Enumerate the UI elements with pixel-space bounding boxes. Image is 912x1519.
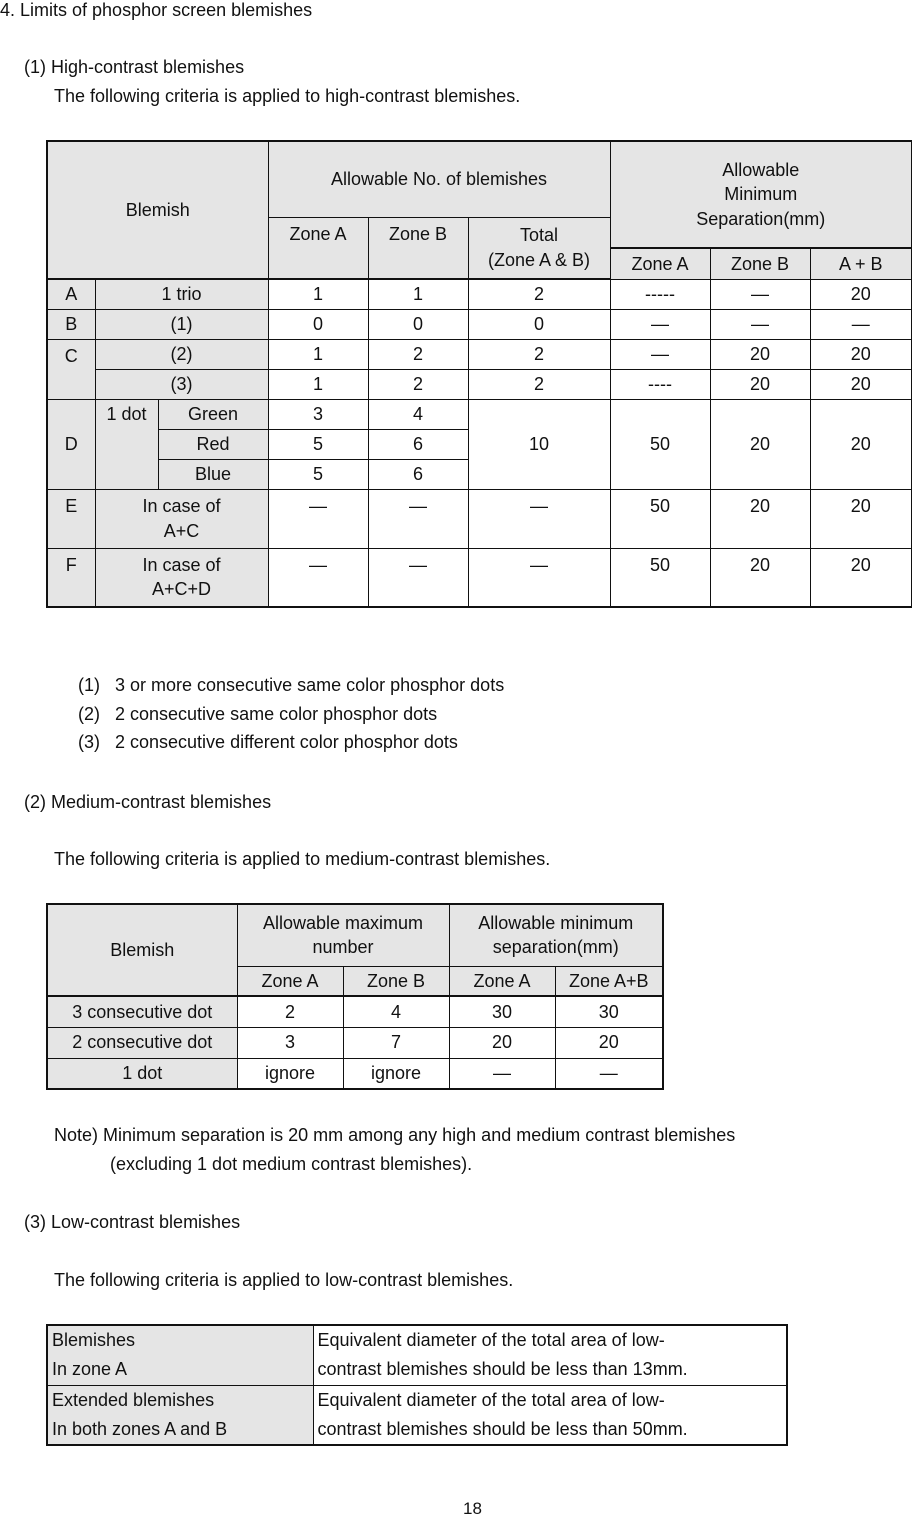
note-text: 2 consecutive different color phosphor dots — [115, 732, 458, 752]
table-row — [47, 489, 912, 548]
table-row — [47, 548, 912, 607]
cell-sep-zone-b: 20 — [710, 399, 810, 489]
row-letter: B — [47, 309, 95, 339]
cell-sep-zone-a: ---- — [610, 369, 710, 399]
header-sep-zone-b: Zone B — [710, 248, 810, 279]
cell-sep-zone-a: 50 — [610, 548, 710, 607]
note-number: (1) — [78, 675, 100, 695]
row-label: 2 consecutive dot — [47, 1027, 237, 1058]
row-desc: In case of A+C+D — [95, 548, 268, 607]
cell-sep-zone-a: 20 — [449, 1027, 555, 1058]
cell-zone-a: 2 — [237, 996, 343, 1027]
row-desc: (3) — [95, 369, 268, 399]
cell-sep-zone-b: — — [710, 309, 810, 339]
header-zone-a: Zone A — [268, 217, 368, 279]
table-row — [47, 1027, 663, 1058]
medium-note-line-2: (excluding 1 dot medium contrast blemishes). — [110, 1154, 473, 1174]
cell-sep-a-plus-b: — — [810, 309, 912, 339]
cell-sep-zone-a: 50 — [610, 489, 710, 548]
section-title: 4. Limits of phosphor screen blemishes — [0, 0, 313, 20]
header-allowable-min-separation: Allowable Minimum Separation(mm) — [610, 141, 912, 248]
row-letter: D — [47, 399, 95, 489]
header-zone-b: Zone B — [343, 966, 449, 996]
cell-zone-a: 1 — [268, 369, 368, 399]
cell-sep-a-plus-b: 20 — [810, 279, 912, 309]
cell-zone-b: — — [368, 489, 468, 548]
cell-sep-zone-a: ----- — [610, 279, 710, 309]
table-row — [47, 369, 912, 399]
cell-sep-zone-b: — — [710, 279, 810, 309]
row-desc: In case of A+C — [95, 489, 268, 548]
row-desc: 1 trio — [95, 279, 268, 309]
row-letter: F — [47, 548, 95, 607]
cell-sep-zone-a: 30 — [449, 996, 555, 1027]
row-desc: (1) — [95, 309, 268, 339]
cell-zone-b: 2 — [368, 369, 468, 399]
table-row — [47, 996, 663, 1027]
row-desc: (2) — [95, 339, 268, 369]
cell-zone-a: 1 — [268, 279, 368, 309]
cell-zone-a: ignore — [237, 1058, 343, 1089]
header-sep-zone-a: Zone A — [449, 966, 555, 996]
cell-sep-zone-b: 20 — [710, 489, 810, 548]
cell-zone-b: 6 — [368, 429, 468, 459]
cell-sep-a-plus-b: 20 — [810, 399, 912, 489]
table-row — [47, 1325, 787, 1385]
medium-contrast-intro: The following criteria is applied to medium-contrast blemishes. — [54, 849, 551, 869]
cell-total: — — [468, 548, 610, 607]
header-allowable-max-number: Allowable maximum number — [237, 904, 449, 966]
table-row — [47, 399, 912, 429]
cell-sep-zone-ab: — — [555, 1058, 663, 1089]
cell-zone-b: — — [368, 548, 468, 607]
row-letter: E — [47, 489, 95, 548]
cell-zone-a: — — [268, 548, 368, 607]
cell-sep-a-plus-b: 20 — [810, 369, 912, 399]
cell-total: — — [468, 489, 610, 548]
header-zone-b: Zone B — [368, 217, 468, 279]
cell-sep-zone-b: 20 — [710, 369, 810, 399]
table-row — [47, 309, 912, 339]
cell-sep-zone-a: — — [610, 309, 710, 339]
row-label: 3 consecutive dot — [47, 996, 237, 1027]
row-letter: A — [47, 279, 95, 309]
low-contrast-heading: (3) Low-contrast blemishes — [24, 1212, 241, 1232]
row-text: Equivalent diameter of the total area of low- contrast blemishes should be less than 50mm. — [313, 1385, 787, 1445]
cell-sep-a-plus-b: 20 — [810, 548, 912, 607]
medium-contrast-heading: (2) Medium-contrast blemishes — [24, 792, 272, 812]
cell-sep-zone-a: — — [610, 339, 710, 369]
cell-total: 2 — [468, 369, 610, 399]
cell-zone-a: 1 — [268, 339, 368, 369]
table-row — [47, 279, 912, 309]
cell-zone-a: 5 — [268, 459, 368, 489]
cell-zone-a: 3 — [268, 399, 368, 429]
cell-total: 2 — [468, 279, 610, 309]
cell-zone-b: 7 — [343, 1027, 449, 1058]
header-blemish: Blemish — [47, 141, 268, 279]
note-number: (2) — [78, 704, 100, 724]
cell-sep-a-plus-b: 20 — [810, 339, 912, 369]
low-contrast-table — [46, 1324, 788, 1446]
note-text: 2 consecutive same color phosphor dots — [115, 704, 438, 724]
note-number: (3) — [78, 732, 100, 752]
cell-zone-b: 6 — [368, 459, 468, 489]
cell-zone-b: 4 — [368, 399, 468, 429]
row-color-red: Red — [158, 429, 268, 459]
cell-total: 10 — [468, 399, 610, 489]
cell-sep-zone-ab: 20 — [555, 1027, 663, 1058]
header-allowable-number: Allowable No. of blemishes — [268, 141, 610, 217]
cell-zone-b: 2 — [368, 339, 468, 369]
low-contrast-intro: The following criteria is applied to low-contrast blemishes. — [54, 1270, 514, 1290]
row-text: Equivalent diameter of the total area of low- contrast blemishes should be less than 13mm. — [313, 1325, 787, 1385]
cell-zone-a: 0 — [268, 309, 368, 339]
row-letter: C — [47, 339, 95, 399]
high-contrast-intro: The following criteria is applied to high-contrast blemishes. — [54, 86, 521, 106]
cell-zone-b: 0 — [368, 309, 468, 339]
row-color-green: Green — [158, 399, 268, 429]
page-number: 18 — [463, 1499, 482, 1518]
header-zone-a: Zone A — [237, 966, 343, 996]
row-label: 1 dot — [47, 1058, 237, 1089]
header-blemish: Blemish — [47, 904, 237, 996]
table-row — [47, 339, 912, 369]
medium-contrast-table — [46, 903, 664, 1090]
cell-total: 2 — [468, 339, 610, 369]
note-text: 3 or more consecutive same color phosphor dots — [115, 675, 505, 695]
row-label: Blemishes In zone A — [47, 1325, 313, 1385]
cell-sep-zone-b: 20 — [710, 548, 810, 607]
row-label: Extended blemishes In both zones A and B — [47, 1385, 313, 1445]
header-sep-a-plus-b: A + B — [810, 248, 912, 279]
table-row — [47, 1058, 663, 1089]
table-row — [47, 1385, 787, 1445]
cell-zone-a: — — [268, 489, 368, 548]
cell-sep-zone-a: — — [449, 1058, 555, 1089]
row-dot-label: 1 dot — [95, 399, 158, 489]
cell-zone-a: 3 — [237, 1027, 343, 1058]
cell-zone-b: ignore — [343, 1058, 449, 1089]
cell-zone-a: 5 — [268, 429, 368, 459]
cell-sep-a-plus-b: 20 — [810, 489, 912, 548]
header-sep-zone-a: Zone A — [610, 248, 710, 279]
header-allowable-min-separation: Allowable minimum separation(mm) — [449, 904, 663, 966]
header-sep-zone-ab: Zone A+B — [555, 966, 663, 996]
row-color-blue: Blue — [158, 459, 268, 489]
header-total: Total (Zone A & B) — [468, 217, 610, 279]
medium-note-line-1: Note) Minimum separation is 20 mm among any high and medium contrast blemishes — [54, 1125, 736, 1145]
high-contrast-table — [46, 140, 912, 608]
cell-total: 0 — [468, 309, 610, 339]
cell-zone-b: 1 — [368, 279, 468, 309]
cell-sep-zone-b: 20 — [710, 339, 810, 369]
cell-sep-zone-ab: 30 — [555, 996, 663, 1027]
high-contrast-heading: (1) High-contrast blemishes — [24, 57, 245, 77]
cell-zone-b: 4 — [343, 996, 449, 1027]
cell-sep-zone-a: 50 — [610, 399, 710, 489]
